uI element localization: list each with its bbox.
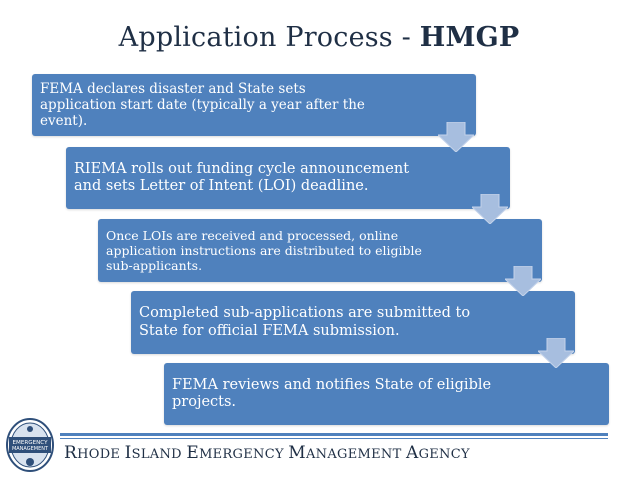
footer-rest: GENCY [418,447,470,462]
footer-rest: SLAND [131,447,187,462]
title-bold: HMGP [419,22,520,53]
riema-seal-icon [6,418,54,472]
footer-cap: E [186,443,200,463]
footer-divider [60,433,608,436]
step-3-box [98,219,542,282]
step-5-text: FEMA reviews and notifies State of eligible projects. [172,376,492,410]
title-prefix: Application Process - [118,22,420,53]
footer-cap: A [406,443,419,463]
step-2-box [66,147,510,209]
footer-cap: I [124,443,132,463]
step-1-text: FEMA declares disaster and State sets application start date (typically a year after the event). [40,80,365,130]
seal-line2: MANAGEMENT [11,446,49,452]
step-2-text: RIEMA rolls out funding cycle announcement and sets Letter of Intent (LOI) deadline. [74,160,410,194]
down-arrow-icon [538,338,574,368]
seal-line1: EMERGENCY [12,440,48,446]
step-5-box [164,363,609,425]
down-arrow-icon [472,194,508,224]
footer-cap: R [64,443,78,463]
down-arrow-icon [505,266,541,296]
footer-divider-thin [60,438,608,439]
step-1-box [32,74,476,136]
step-4-text: Completed sub-applications are submitted to State for official FEMA submission. [139,305,471,339]
step-4-box [131,291,575,354]
page-title [0,22,638,53]
footer-rest: HODE [77,447,125,462]
footer-rest: MERGENCY [199,447,289,462]
footer-cap: M [288,443,306,463]
footer-agency-name [64,443,470,463]
down-arrow-icon [438,122,474,152]
footer-rest: ANAGEMENT [305,447,406,462]
step-3-text: Once LOIs are received and processed, online application instructions are distributed to eligible sub-applicants. [106,228,422,273]
